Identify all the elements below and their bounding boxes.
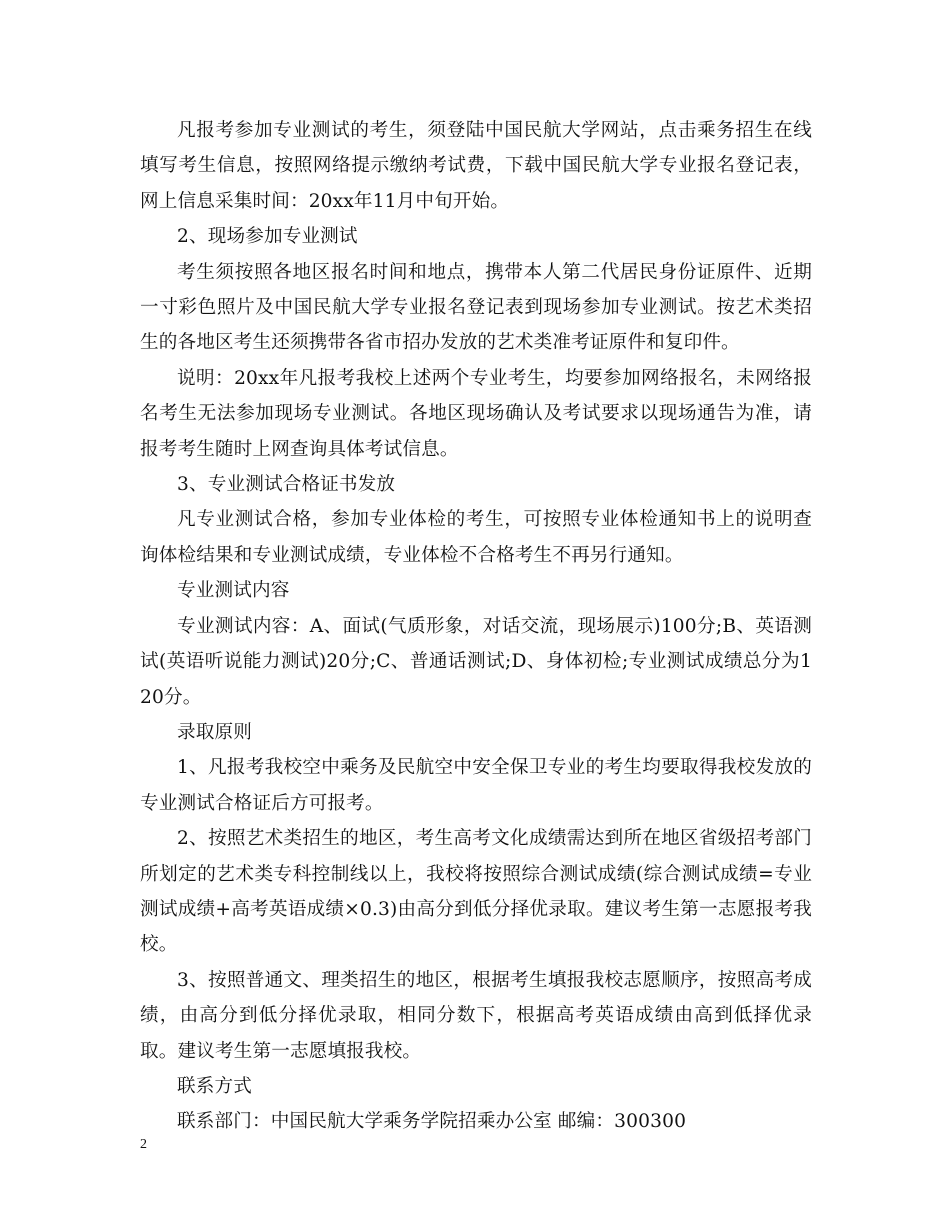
para-online-registration: 凡报考参加专业测试的考生，须登陆中国民航大学网站，点击乘务招生在线填写考生信息，按照网络提示缴纳考试费，下载中国民航大学专业报名登记表，网上信息采集时间：20xx年11月中旬开始。 bbox=[140, 120, 812, 212]
para-onsite-test: 考生须按照各地区报名时间和地点，携带本人第二代居民身份证原件、近期一寸彩色照片及中国民航大学专业报名登记表到现场参加专业测试。按艺术类招生的各地区考生还须携带各省市招办发放的艺术类准考证原件和复印件。 bbox=[140, 261, 812, 354]
para-principle-2: 2、按照艺术类招生的地区，考生高考文化成绩需达到所在地区省级招考部门所划定的艺术类专科控制线以上，我校将按照综合测试成绩(综合测试成绩=专业测试成绩+高考英语成绩×0.3)由高分到低分择优录取。建议考生第一志愿报考我校。 bbox=[140, 828, 812, 956]
para-note: 说明：20xx年凡报考我校上述两个专业考生，均要参加网络报名，未网络报名考生无法参加现场专业测试。各地区现场确认及考试要求以现场通告为准，请报考考生随时上网查询具体考试信息。 bbox=[140, 367, 812, 460]
contact-info: 联系部门：中国民航大学乘务学院招乘办公室 邮编：300300 bbox=[177, 1111, 687, 1133]
heading-contact: 联系方式 bbox=[177, 1075, 252, 1097]
page-number: 2 bbox=[140, 1137, 147, 1152]
para-principle-1: 1、凡报考我校空中乘务及民航空中安全保卫专业的考生均要取得我校发放的专业测试合格证后方可报考。 bbox=[140, 757, 812, 814]
heading-onsite-test: 2、现场参加专业测试 bbox=[177, 226, 358, 248]
para-certificate: 凡专业测试合格，参加专业体检的考生，可按照专业体检通知书上的说明查询体检结果和专业测试成绩，专业体检不合格考生不再另行通知。 bbox=[140, 509, 812, 566]
para-test-content: 专业测试内容：A、面试(气质形象，对话交流，现场展示)100分;B、英语测试(英语听说能力测试)20分;C、普通话测试;D、身体初检;专业测试成绩总分为120分。 bbox=[140, 615, 812, 708]
heading-certificate: 3、专业测试合格证书发放 bbox=[177, 474, 396, 496]
document-body bbox=[140, 113, 812, 1140]
para-principle-3: 3、按照普通文、理类招生的地区，根据考生填报我校志愿顺序，按照高考成绩，由高分到低分择优录取，相同分数下，根据高考英语成绩由高到低择优录取。建议考生第一志愿填报我校。 bbox=[140, 969, 812, 1062]
heading-test-content: 专业测试内容 bbox=[177, 580, 290, 602]
heading-admission-principle: 录取原则 bbox=[177, 721, 252, 743]
